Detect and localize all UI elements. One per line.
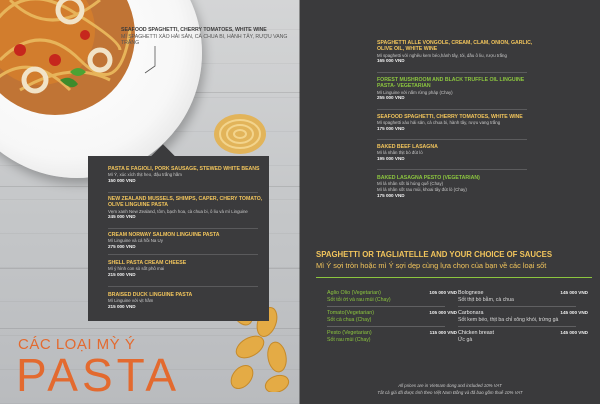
price-note-vietnamese: Tất cả giá đã được tính theo Việt Nam Đồng và đã bao gồm thuế 10% VAT [377,390,523,395]
menu-item [377,175,537,199]
sauce-heading: SPAGHETTI OR TAGLIATELLE AND YOUR CHOICE OF SAUCES [316,250,553,259]
sauce-description: Sốt rau mùi (Chay) [327,337,371,343]
menu-item-name: BAKED BEEF LASAGNA [377,144,438,150]
divider [327,326,445,327]
menu-item-description: Mì lá nhân thịt bò đút lò [377,150,423,156]
menu-item [377,114,537,132]
sauce-item [458,330,588,344]
menu-item-price: 255 000 VND [377,95,405,101]
featured-dish-caption [121,27,291,47]
sauce-price: 145 000 VND [560,330,588,335]
menu-item-price: 215 000 VND [108,272,136,277]
featured-dish-name: SEAFOOD SPAGHETTI, CHERRY TOMATOES, WHITE WINE [121,27,267,33]
menu-item-description: Mì Linguine với nấm rừng pháp (Chay) [377,89,453,95]
divider [377,169,527,170]
menu-item-name: BAKED LASAGNA PESTO (VEGETARIAN) [377,175,480,181]
price-note-english: All prices are in Vietnam dong and included 10% VAT [398,383,502,388]
menu-item-price: 215 000 VND [108,304,136,309]
sauce-item [458,290,588,304]
divider [327,306,445,307]
sauce-description: Sốt kem béo, thịt ba chỉ xông khói, trứng gà [458,317,559,323]
menu-item-description-alt: Mì lá nhân sốt rau mùi, khoai tây đút lò (Chay) [377,187,467,192]
seafood-pasta-image [0,0,150,130]
featured-dish-description: MÌ SPAGHETTI XÀO HẢI SẢN, CÀ CHUA BI, HÀNH TÂY, RƯỢU VANG TRẮNG [121,33,288,46]
menu-item-description: Vẹm xanh New Zealand, tôm, bạch hoa, cà chua bi, ô liu và mì Linguine [108,208,248,214]
menu-item-price: 165 000 VND [377,58,405,64]
sauce-item [327,330,457,344]
divider [316,277,592,278]
menu-item-description: Mì Linguine và cá hồi Na Uy [108,238,163,244]
menu-item-description: Mì spaghetti với nghêu kem béo,hành tây, tỏi, dầu ô liu, rượu trắng [377,52,507,58]
menu-item-name: FOREST MUSHROOM AND BLACK TRUFFLE OIL LINGUINE PASTA- VEGETARIAN [377,77,525,90]
menu-item [377,77,537,101]
section-title-pasta: PASTA [16,349,180,401]
menu-item-name: SHELL PASTA CREAM CHEESE [108,260,187,266]
divider [108,254,258,255]
menu-item-description: Mì ý hình con sò sốt phô mai [108,266,165,272]
menu-item-description: Mì Ý, xúc xích thịt heo, đậu trắng hầm [108,172,182,178]
divider [377,72,527,73]
sauce-name: Tomato(Vegetarian) [327,310,375,316]
menu-item-price: 195 000 VND [377,156,405,161]
menu-item-price: 245 000 VND [108,214,136,220]
divider [108,192,258,193]
menu-item [108,166,266,184]
menu-item [108,292,266,310]
menu-item-price: 175 000 VND [377,126,405,131]
menu-item-name: CREAM NORWAY SALMON LINGUINE PASTA [108,232,220,238]
sauce-name: Bolognese [458,290,484,296]
menu-item [108,196,266,220]
menu-item-description: Mì lá nhân sốt lá húng quế (Chay) [377,181,444,187]
divider [108,228,258,229]
menu-item-name: NEW ZEALAND MUSSELS, SHIMPS, CAPER, CHERY TOMATO, OLIVE LINGUINE PASTA [108,196,263,209]
tagliatelle-nest-image [210,108,270,158]
sauce-price: 145 000 VND [560,310,588,315]
menu-item-name: PASTA E FAGIOLI, PORK SAUSAGE, STEWED WHITE BEANS [108,166,260,172]
divider [108,286,258,287]
sauce-item [327,290,457,304]
divider [458,326,576,327]
sauce-description: Sốt cà chua (Chay) [327,317,372,323]
divider [377,109,527,110]
menu-item-name: SPAGHETTI ALLE VONGOLE, CREAM, CLAM, ONION, GARLIC, OLIVE OIL, WHITE WINE [377,40,533,53]
menu-item [377,40,537,64]
sauce-price: 105 000 VND [429,310,457,315]
sauce-description: Sốt tỏi ớt và rau mùi (Chay) [327,297,391,303]
sauce-price: 105 000 VND [429,290,457,295]
menu-item-description: Mì spaghetti xào hải sản, cà chua bi, hành tây, rượu vang trắng [377,120,501,126]
menu-item [108,232,266,250]
section-title-vietnamese: CÁC LOẠI MỲ Ý [18,336,136,353]
sauce-name: Aglio Olio (Vegetarian) [327,290,381,296]
divider [377,139,527,140]
sauce-item [327,310,457,324]
menu-item-name: BRAISED DUCK LINGUINE PASTA [108,292,193,298]
menu-item-name: SEAFOOD SPAGHETTI, CHERRY TOMATOES, WHITE WINE [377,114,523,120]
sauce-name: Chicken breast [458,330,494,336]
pointer-line-icon [143,46,157,74]
menu-item-price: 275 000 VND [108,244,136,249]
menu-item-description: Mì Linguine với vịt hầm [108,298,154,304]
menu-item-price: 175 000 VND [377,192,405,198]
menu-item-price: 150 000 VND [108,178,136,183]
menu-item [108,260,266,278]
sauce-name: Carbonara [458,310,484,316]
sauce-description: Ức gà [458,337,473,343]
divider [458,306,576,307]
sauce-name: Pesto (Vegetarian) [327,330,372,336]
sauce-price: 145 000 VND [560,290,588,295]
sauce-price: 115 000 VND [429,330,457,335]
sauce-subheading: Mì Ý sợi tròn hoặc mì Ý sợi dẹp cùng lựa chọn của bạn về các loại sốt [316,261,547,270]
menu-item [377,144,537,162]
sauce-description: Sốt thịt bò bằm, cà chua [458,297,514,303]
sauce-item [458,310,588,324]
